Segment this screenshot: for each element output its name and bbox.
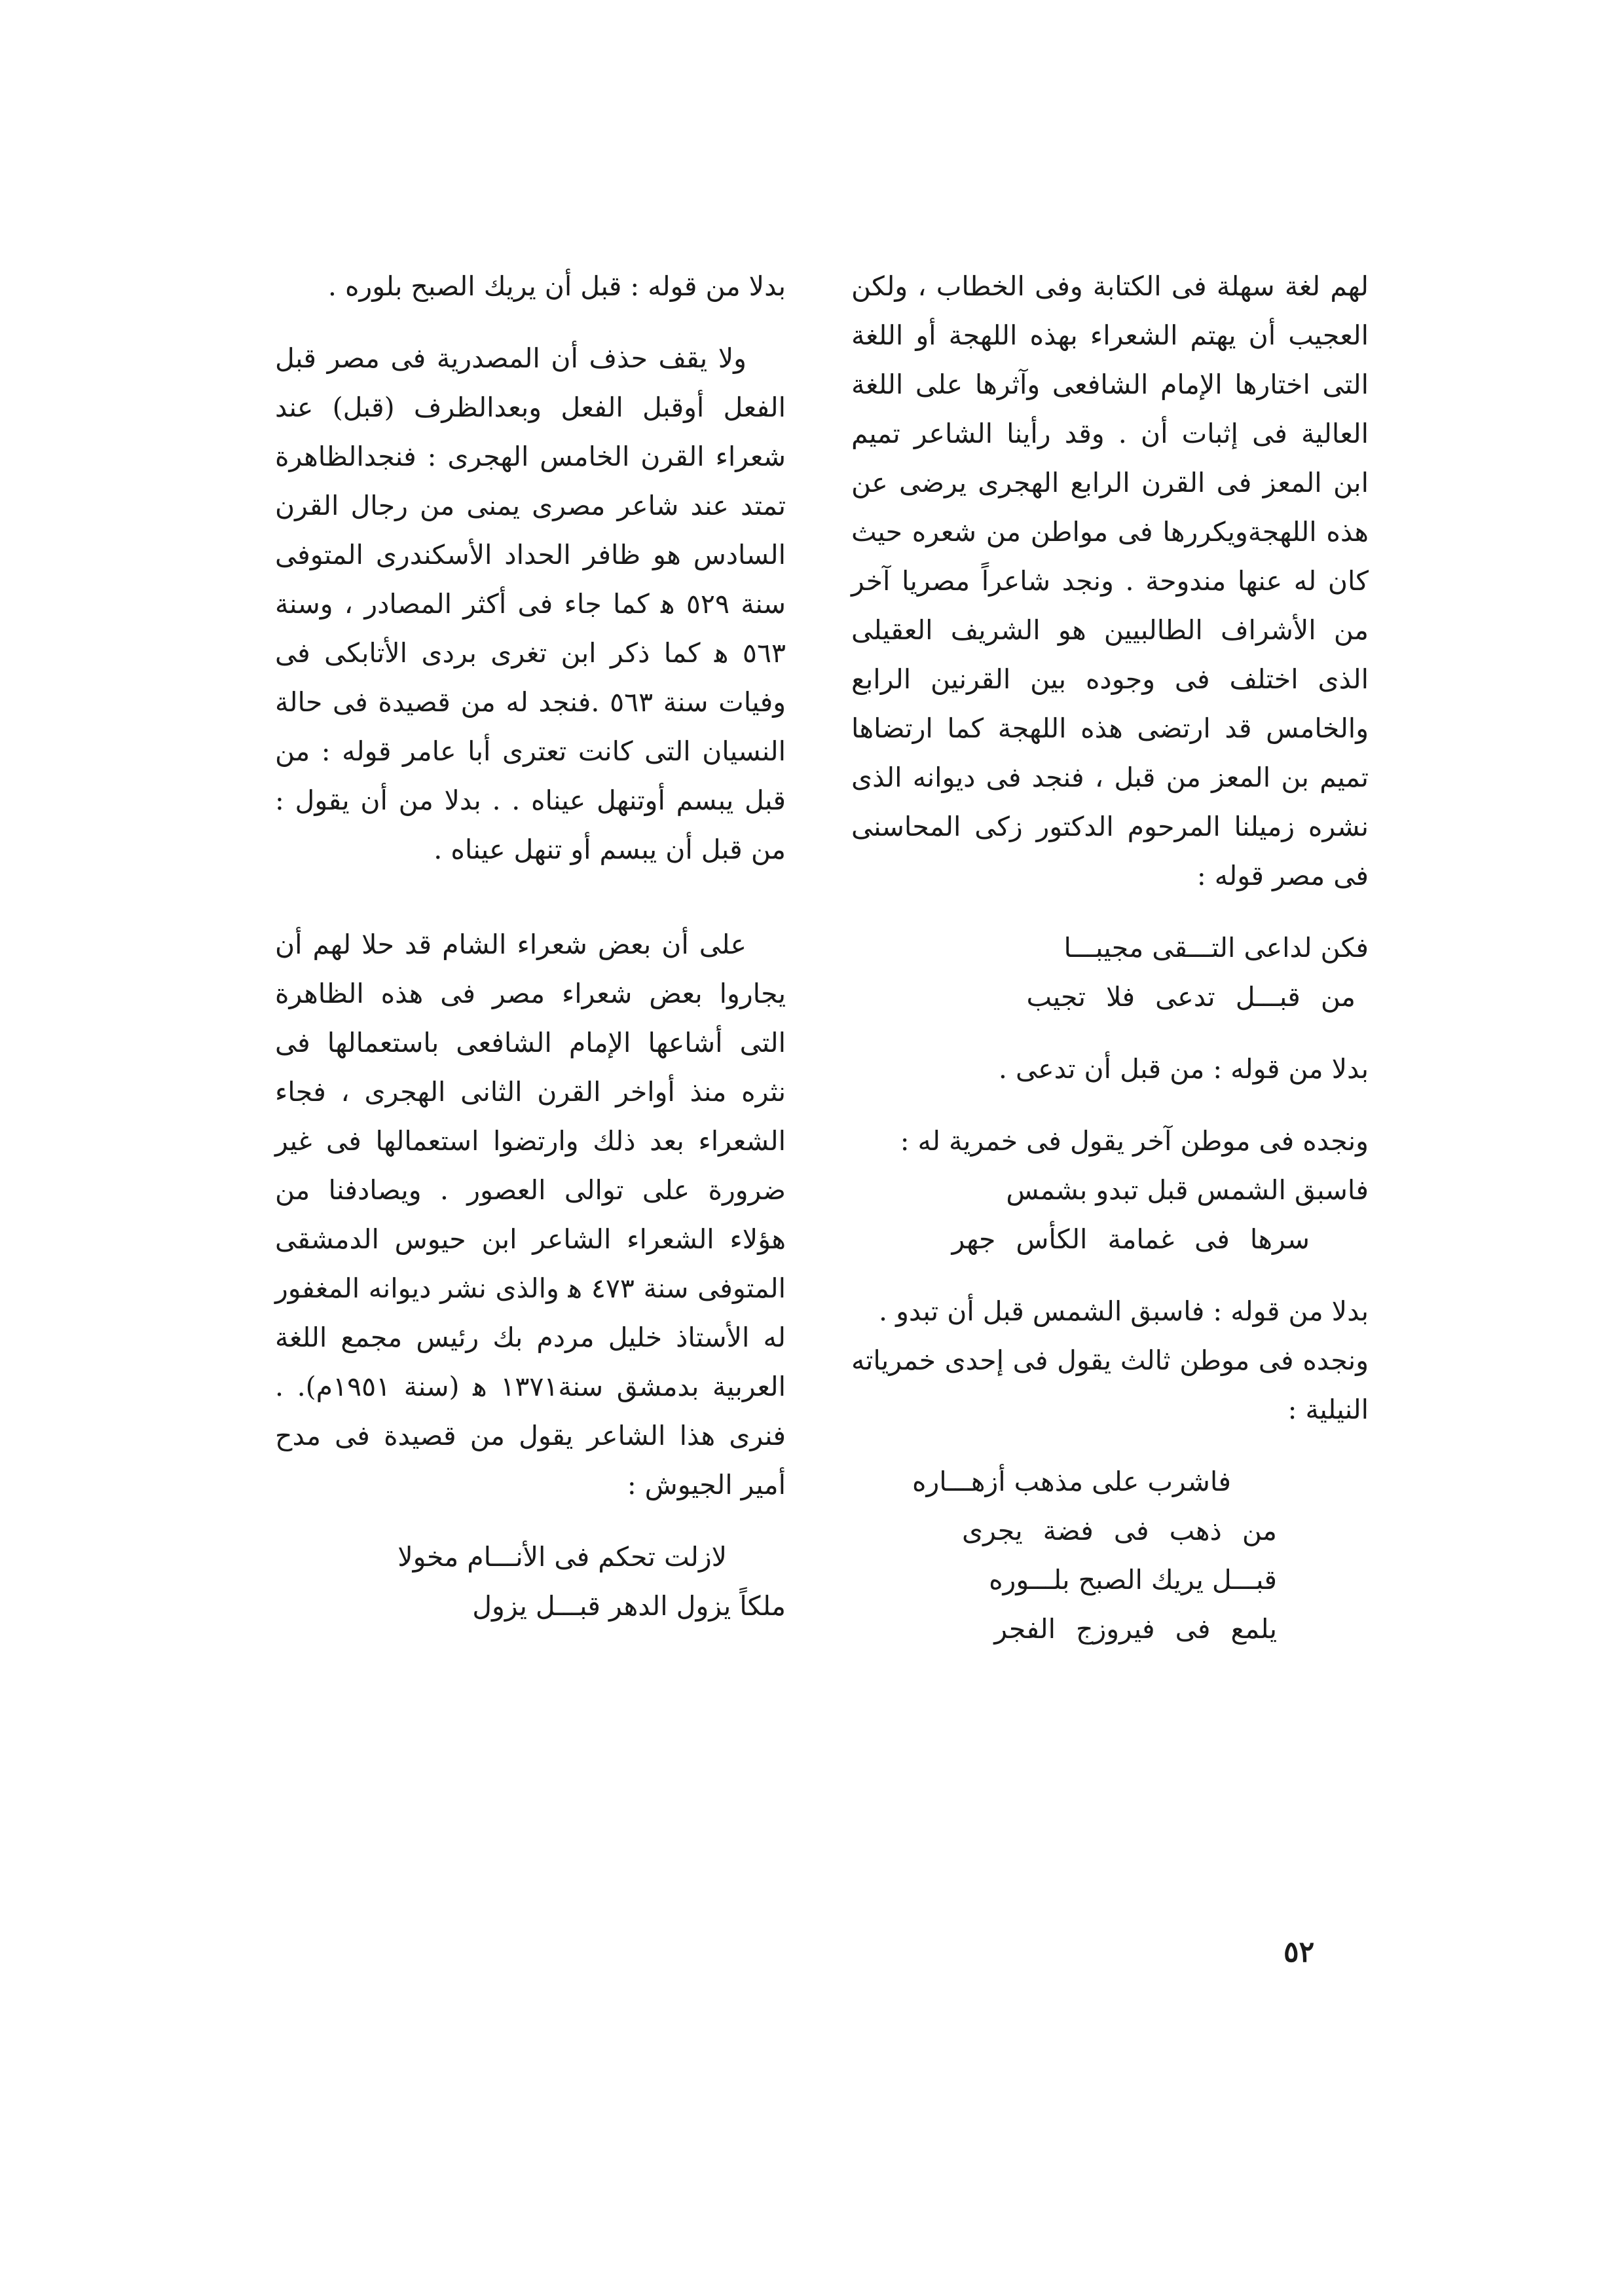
- paragraph-zafir: ولا يقف حذف أن المصدرية فى مصر قبل الفعل أوقبل الفعل وبعدالظرف (قبل) عند شعراء القرن الخامس الهجرى : فنجدالظاهرة تمتد عند شاعر مصرى يمنى من رجال القرن السادس هو ظافر الحداد الأسكندرى المتوفى سنة ٥٢٩ ﻫ كما جاء فى أكثر المصادر ، وسنة ٥٦٣ ﻫ كما ذكر ابن تغرى بردى الأتابكى فى وفيات سنة ٥٦٣ .فنجد له من قصيدة فى حالة النسيان التى كانت تعترى أبا عامر قوله : من قبل يبسم أوتنهل عيناه . . بدلا من أن يقول : من قبل أن يبسم أو تنهل عيناه .: [275, 343, 786, 865]
- paragraph-ibn-hayyus: على أن بعض شعراء الشام قد حلا لهم أن يجاروا بعض شعراء مصر فى هذه الظاهرة التى أشاعها الإمام الشافعى باستعمالها فى نثره منذ أواخر القرن الثانى الهجرى ، فجاء الشعراء بعد ذلك وارتضوا استعمالها فى غير ضرورة على توالى العصور . ويصادفنا من هؤلاء الشعراء الشاعر ابن حيوس الدمشقى المتوفى سنة ٤٧٣ ﻫ والذى نشر ديوانه المغفور له الأستاذ خليل مردم بك رئيس مجمع اللغة العربية بدمشق سنة١٣٧١ ﻫ (سنة ١٩٥١م). . فنرى هذا الشاعر يقول من قصيدة فى مدح أمير الجيوش :: [275, 929, 786, 1501]
- right-column: [851, 262, 1369, 1654]
- verse-3-line-2: من ذهب فى فضة يجرى: [962, 1515, 1277, 1546]
- verse-2-line-2: سرها فى غمامة الكأس جهر: [951, 1223, 1310, 1255]
- verse-3-line-3: قبـــل يريك الصبح بلـــوره: [989, 1564, 1277, 1595]
- verse-3-line-4: يلمع فى فيروزج الفجر: [994, 1613, 1277, 1645]
- left-column: [275, 262, 786, 1631]
- verse-1-line-1: فكن لداعى التـــقى مجيبـــا: [1063, 932, 1369, 963]
- note-1: بدلا من قوله : من قبل أن تدعى .: [998, 1053, 1369, 1085]
- intro-2: ونجده فى موطن آخر يقول فى خمرية له :: [900, 1125, 1369, 1157]
- note-3: بدلا من قوله : قبل أن يريك الصبح بلوره .: [327, 271, 786, 302]
- verse-2-line-1: فاسبق الشمس قبل تبدو بشمس: [1006, 1174, 1369, 1206]
- verse-4-line-1: لازلت تحكم فى الأنـــام مخولا: [397, 1541, 727, 1573]
- paragraph-opening: لهم لغة سهلة فى الكتابة وفى الخطاب ، ولكن العجيب أن يهتم الشعراء بهذه اللهجة أو اللغة التى اختارها الإمام الشافعى وآثرها على اللغة العالية فى إثبات أن . وقد رأينا الشاعر تميم ابن المعز فى القرن الرابع الهجرى يرضى عن هذه اللهجةويكررها فى مواطن من شعره حيث كان له عنها مندوحة . ونجد شاعراً مصريا آخر من الأشراف الطالبيين هو الشريف العقيلى الذى اختلف فى وجوده بين القرنين الرابع والخامس قد ارتضى هذه اللهجة كما ارتضاها تميم بن المعز من قبل ، فنجد فى ديوانه الذى نشره زميلنا المرحوم الدكتور زكى المحاسنى فى مصر قوله :: [851, 271, 1369, 891]
- verse-4-line-2: ملكاً يزول الدهر قبـــل يزول: [472, 1590, 786, 1622]
- verse-1-line-2: من قبـــل تدعى فلا تجيب: [1026, 981, 1356, 1013]
- note-2: بدلا من قوله : فاسبق الشمس قبل أن تبدو .: [879, 1296, 1369, 1327]
- intro-3: ونجده فى موطن ثالث يقول فى إحدى خمرياته النيلية :: [851, 1345, 1369, 1425]
- page-number: ٥٢: [1283, 1935, 1315, 1969]
- verse-3-line-1: فاشرب على مذهب أزهـــاره: [912, 1466, 1231, 1497]
